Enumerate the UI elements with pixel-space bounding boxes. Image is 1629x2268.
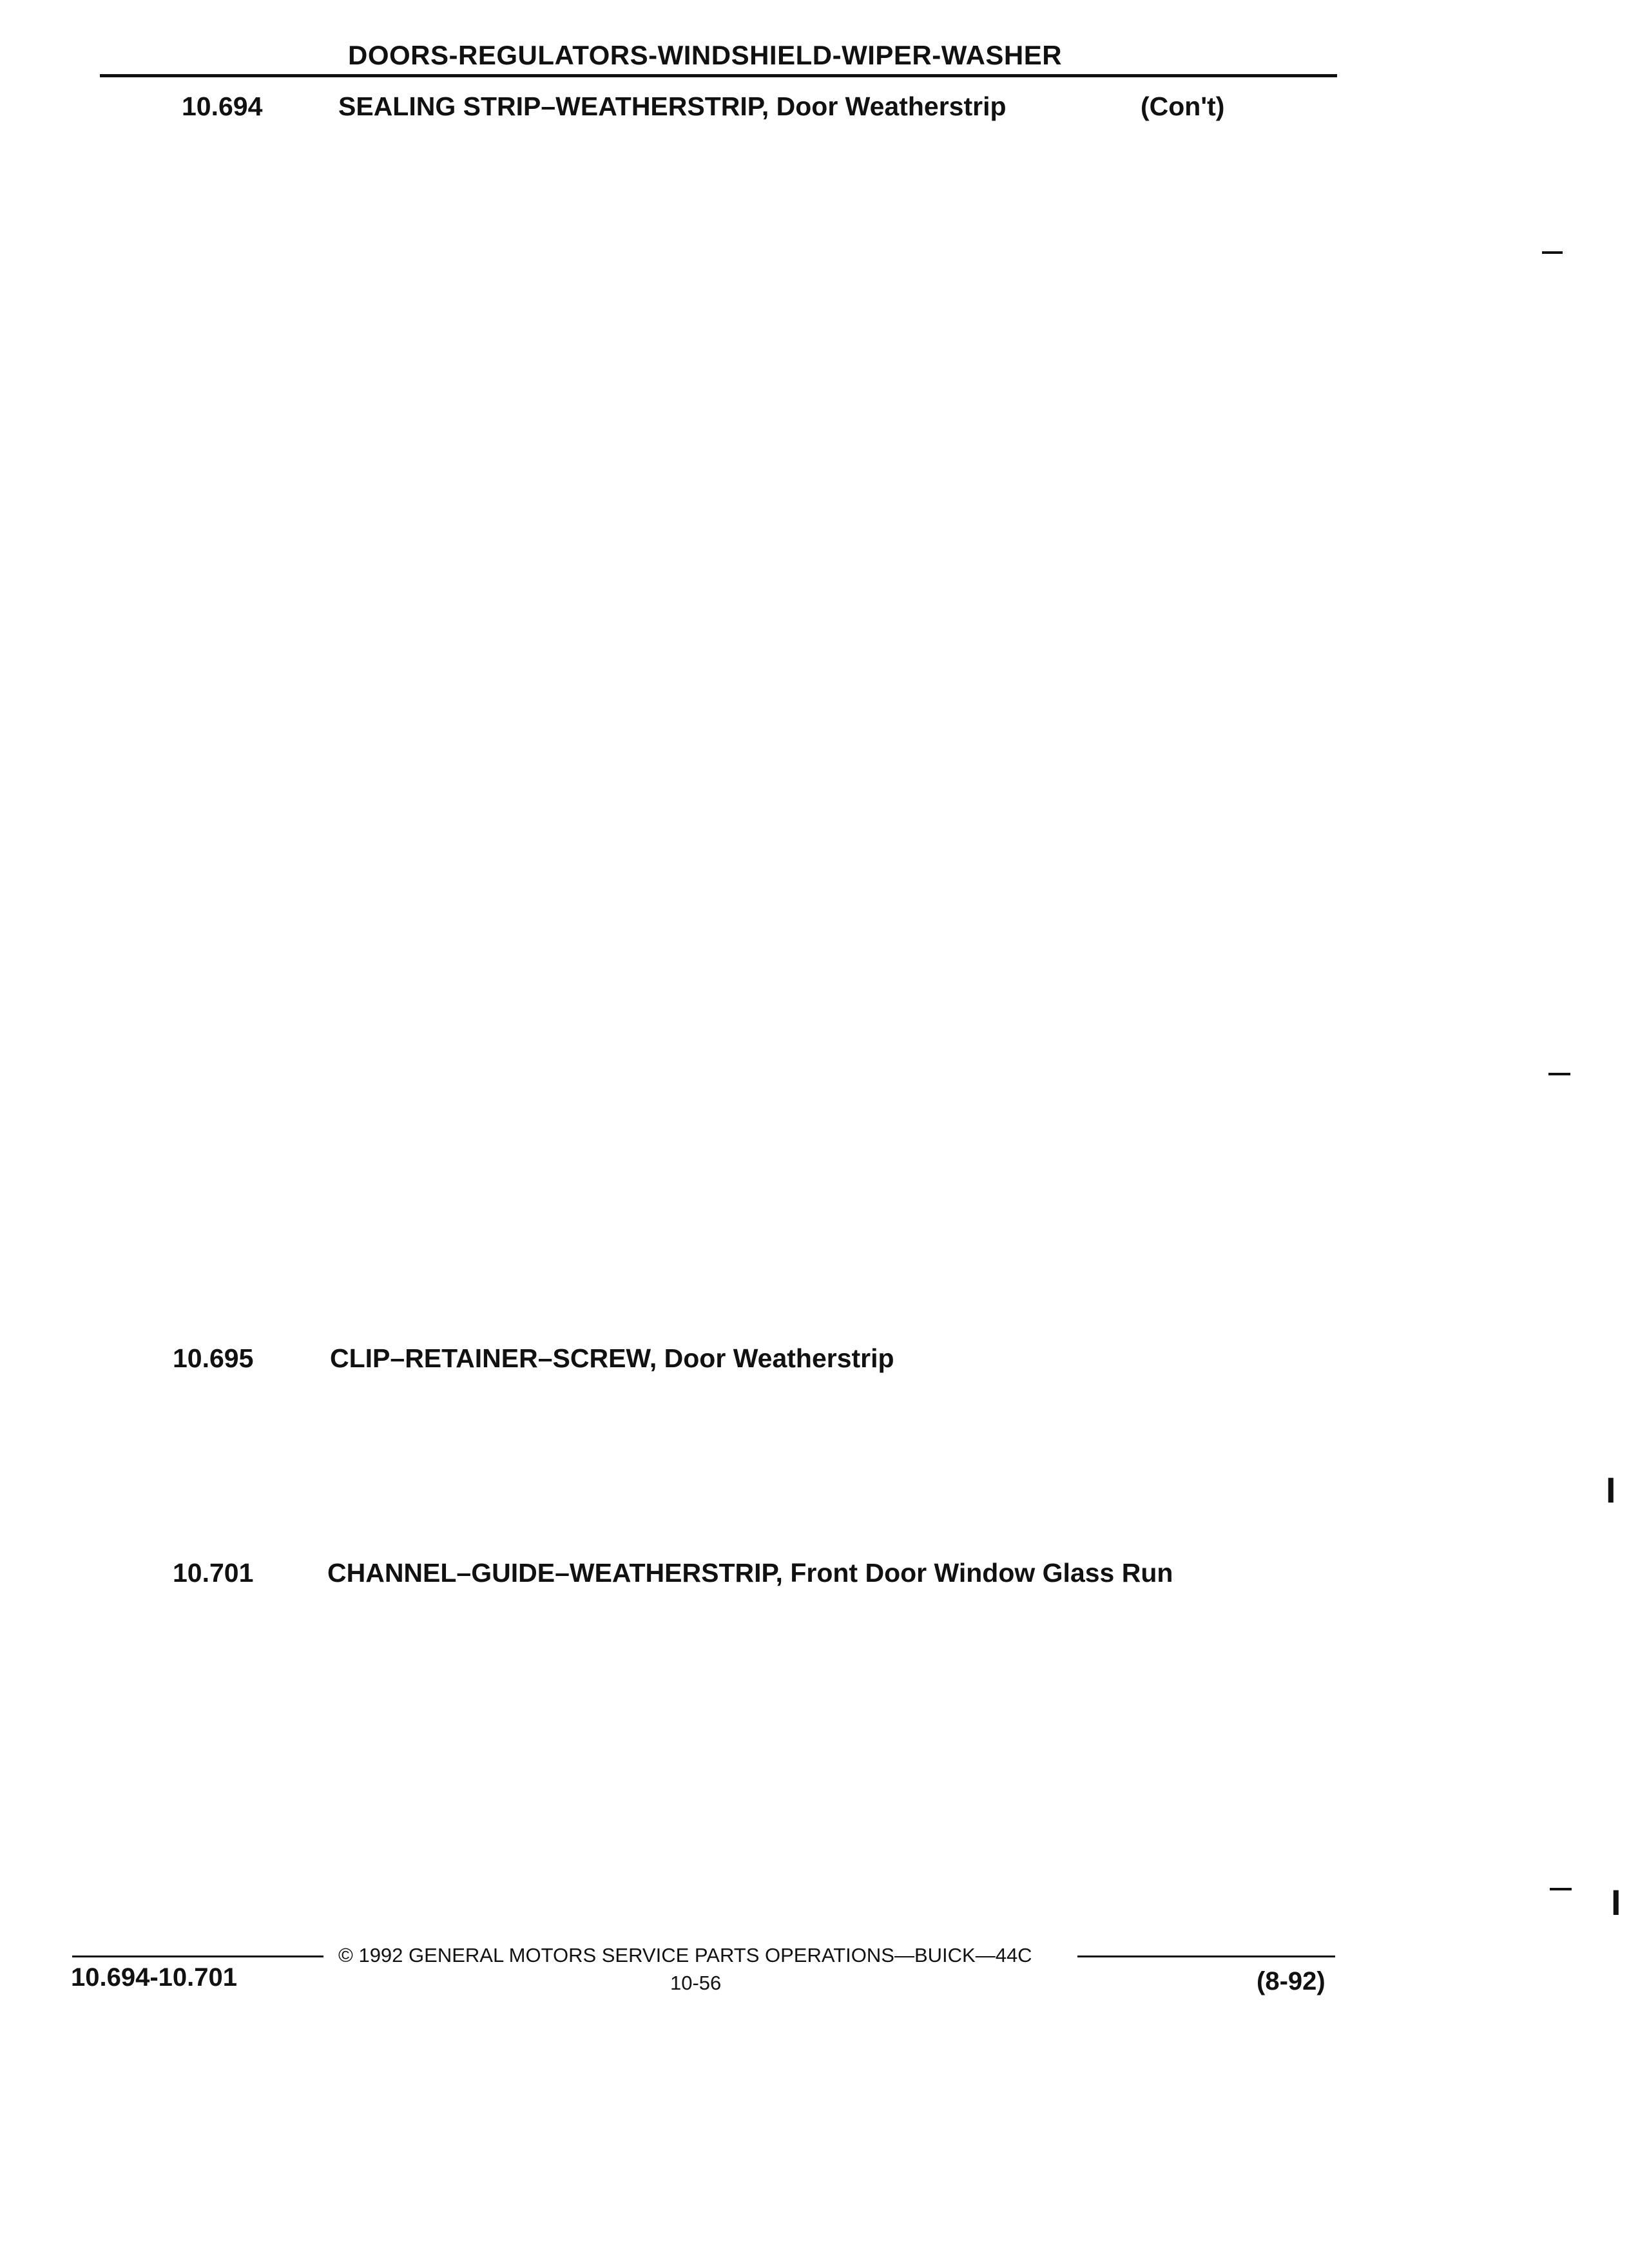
section-number: 10.695: [173, 1343, 254, 1373]
section-number: 10.694: [182, 91, 263, 121]
title-rule: [100, 74, 1337, 77]
section-title: CLIP–RETAINER–SCREW, Door Weatherstrip: [330, 1343, 894, 1373]
margin-dash: [1548, 1073, 1570, 1075]
section-number: 10.701: [173, 1558, 254, 1588]
footer-date: (8-92): [1257, 1967, 1325, 1995]
footer-rule-left: [72, 1956, 323, 1957]
footer-page-number: 10-56: [670, 1972, 722, 1994]
section-title: CHANNEL–GUIDE–WEATHERSTRIP, Front Door Window Glass Run: [327, 1558, 1173, 1588]
margin-letter: I: [1606, 1470, 1616, 1510]
margin-dash: [1542, 251, 1563, 254]
margin-dash: [1550, 1888, 1572, 1890]
footer-rule-right: [1077, 1956, 1335, 1957]
section-continued: (Con't): [1141, 91, 1225, 121]
footer-range: 10.694-10.701: [71, 1963, 238, 1992]
page-title: DOORS-REGULATORS-WINDSHIELD-WIPER-WASHER: [348, 40, 1063, 70]
margin-letter: I: [1611, 1882, 1621, 1923]
section-title: SEALING STRIP–WEATHERSTRIP, Door Weatherstrip: [338, 91, 1007, 121]
footer-copyright: © 1992 GENERAL MOTORS SERVICE PARTS OPERATIONS—BUICK—44C: [338, 1944, 1032, 1966]
